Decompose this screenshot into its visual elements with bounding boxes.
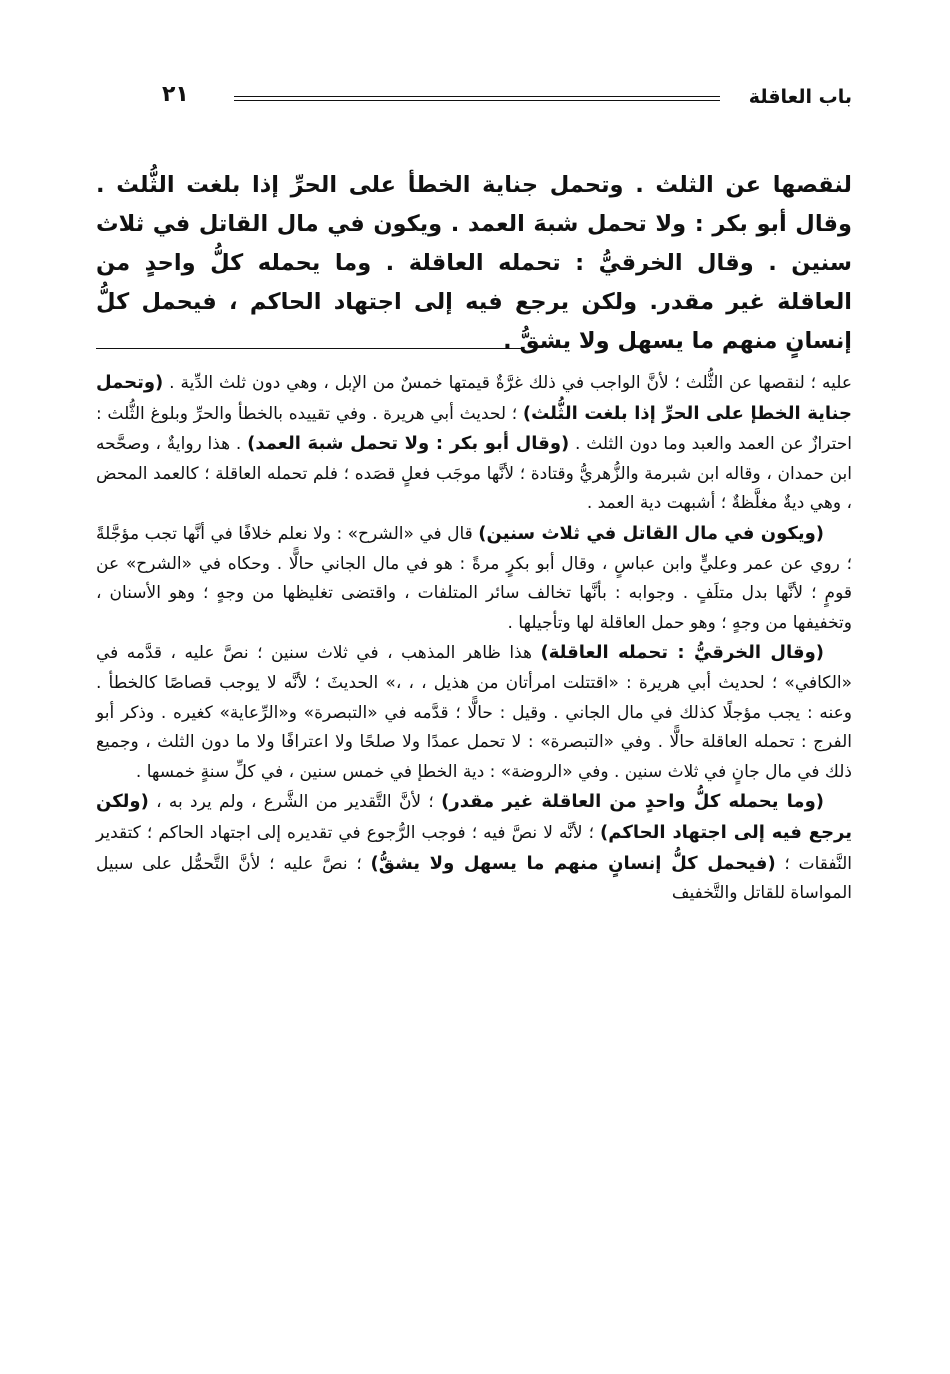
commentary-text: ؛ لحديث أبي هريرة . وفي تقييده بالخطأ والحرِّ وبلوغ الثُّلث : احترازٌ عن العمد والعبد وما دون الثلث . [96,403,853,455]
commentary-text: ؛ نصَّ عليه ؛ لأنَّ التَّحمُّل على سبيل المواساة للقاتل والتَّخفيف [96,853,852,904]
commentary-text: ؛ لأنَّه لا نصَّ فيه ؛ فوجب الرُّجوع في تقديره إلى اجتهاد الحاكم ؛ كتقدير النَّفقات ؛ [96,822,852,874]
quoted-matn: (فيحمل كلُّ إنسانٍ منهم ما يسهل ولا يشقُّ) [370,852,776,874]
matn-text: لنقصها عن الثلث . وتحمل جناية الخطأ على الحرِّ إذا بلغت الثُّلث . وقال أبو بكر : ولا تحمل شبهَ العمد . ويكون في مال القاتل في ثلاث سنين . وقال الخرقيُّ : تحمله العاقلة . وما يحمله كلُّ واحدٍ من العاقلة غير مقدر. ولكن يرجع فيه إلى اجتهاد الحاكم ، فيحمل كلُّ إنسانٍ منهم ما يسهل ولا يشقُّ . [96,172,852,354]
quoted-matn: (ويكون في مال القاتل في ثلاث سنين) [478,522,824,544]
quoted-matn: (ولكن يرجع فيه إلى اجتهاد الحاكم) [96,791,852,843]
commentary-text: هذا ظاهر المذهب ، في ثلاث سنين ؛ نصَّ عليه ، قدَّمه في «الكافي» ؛ لحديث أبي هريرة : «اقتتلت امرأتان من هذيل ، ، ،» الحديثَ ؛ لأنَّه لا يوجب قصاصًا كالخطأ . وعنه : يجب مؤجلًا كذلك في مال الجاني . وقيل : حالًّا ؛ قدَّمه في «التبصرة» و«الرِّعاية» كغيره . وذكر أبو الفرج : تحمله العاقلة حالًّا . وفي «التبصرة» : لا تحمل عمدًا ولا صلحًا ولا اعترافًا ولا ما دون الثلث ، وجميع ذلك في مال جانٍ في ثلاث سنين . وفي «الروضة» : دية الخطإ في خمس سنين ، في كلِّ سنةٍ خمسها . [96,643,852,782]
commentary [96,368,852,909]
header-rule [234,96,720,101]
commentary-paragraph [96,368,852,519]
commentary-paragraph [96,787,852,908]
running-title: باب العاقلة [748,86,852,108]
quoted-matn: (وقال الخرقيُّ : تحمله العاقلة) [540,642,824,664]
page-number: ٢١ [162,82,189,107]
commentary-text: عليه ؛ لنقصها عن الثُّلث ؛ لأنَّ الواجب في ذلك غرَّةٌ قيمتها خمسٌ من الإبل ، وهي دون ثلث الدِّية . [163,373,852,393]
footnote-separator [96,348,521,349]
commentary-paragraph [96,519,852,638]
quoted-matn: (وما يحمله كلُّ واحدٍ من العاقلة غير مقدر) [441,791,824,813]
quoted-matn: (وتحمل جناية الخطإ على الحرِّ إذا بلغت الثُّلث) [96,372,852,424]
commentary-paragraph [96,638,852,787]
page-header [150,82,852,122]
commentary-text: ؛ لأنَّ التَّقدير من الشَّرع ، ولم يرد به ، [148,792,442,813]
commentary-text: . هذا روايةٌ ، وصحَّحه ابن حمدان ، وقاله ابن شبرمة والزُّهريُّ وقتادة ؛ لأنَّها موجَب فعلٍ قصَده ؛ فلم تحمله العاقلة ؛ كالعمد المحض ، وهي ديةٌ مغلَّظةٌ ؛ أشبهت دية العمد . [96,434,852,514]
commentary-text: قال في «الشرح» : ولا نعلم خلافًا في أنَّها تجب مؤجَّلةً ؛ روي عن عمر وعليٍّ وابن عباسٍ ، وقال أبو بكرٍ مرةً : هو في مال الجاني حالًّا . وحكاه في «الشرح» عن قومٍ ؛ لأنَّها بدل متلَفٍ . وجوابه : بأنَّها تخالف سائر المتلفات ، واقتضى تغليظها من وجهٍ ؛ وهو الأسنان ، وتخفيفها من وجهٍ ؛ وهو حمل العاقلة لها وتأجيلها . [96,523,852,633]
quoted-matn: (وقال أبو بكر : ولا تحمل شبهَ العمد) [247,433,570,455]
